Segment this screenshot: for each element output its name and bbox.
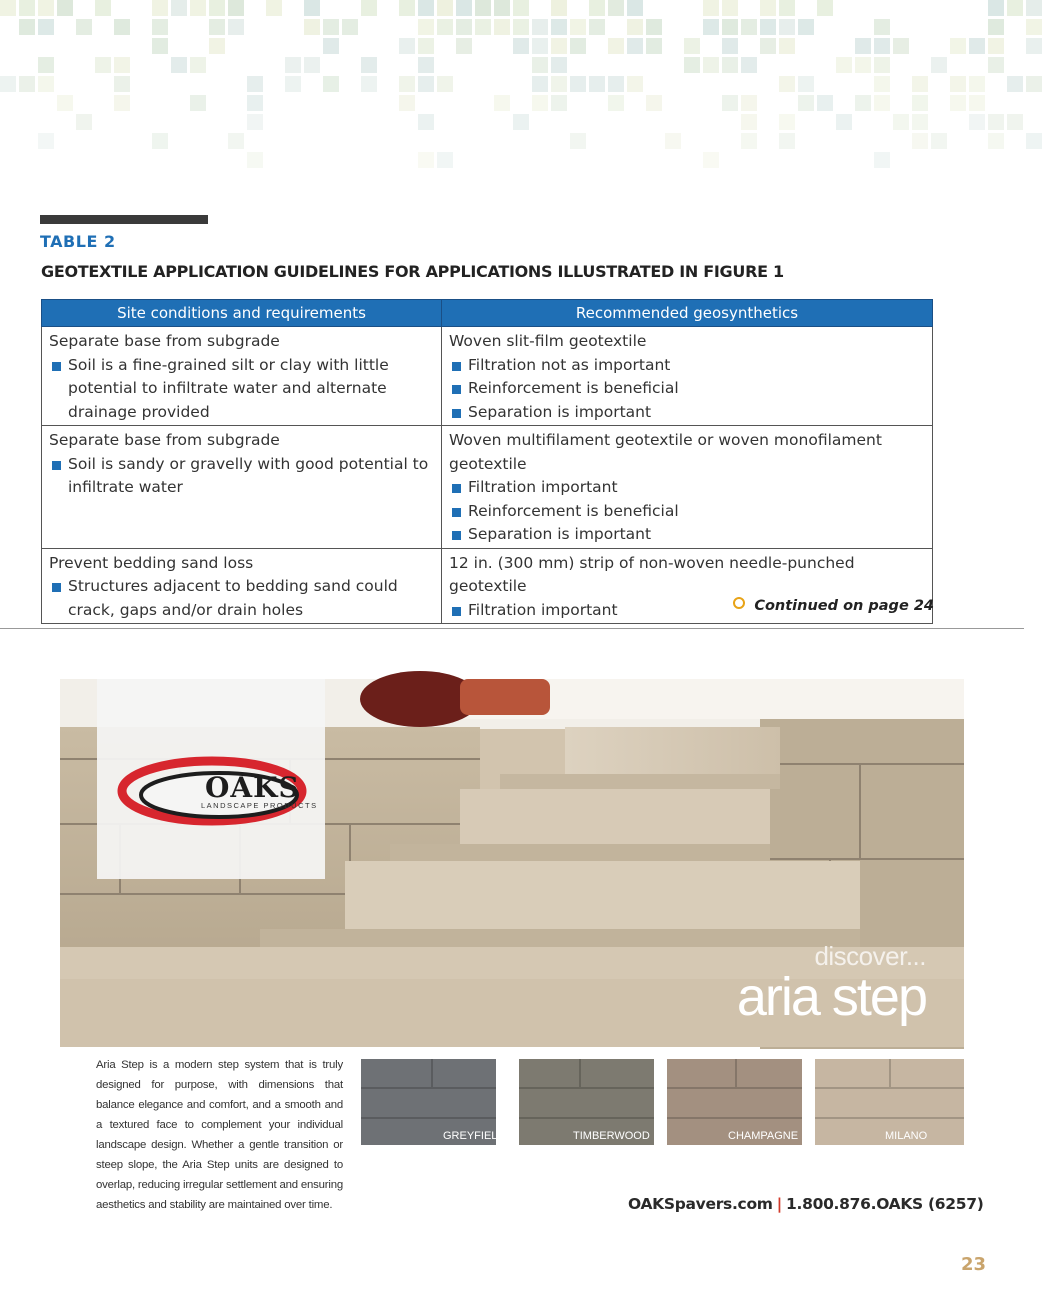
mosaic-tile xyxy=(266,0,282,16)
mosaic-tile xyxy=(323,76,339,92)
bullet-item: Filtration important xyxy=(449,476,925,500)
mosaic-tile xyxy=(646,19,662,35)
mosaic-tile xyxy=(399,76,415,92)
mosaic-tile xyxy=(456,0,472,16)
mosaic-tile xyxy=(76,114,92,130)
mosaic-tile xyxy=(513,19,529,35)
column-header-site-conditions: Site conditions and requirements xyxy=(42,300,442,327)
mosaic-tile xyxy=(38,0,54,16)
continued-note xyxy=(733,597,934,614)
mosaic-tile xyxy=(741,114,757,130)
ad-description: Aria Step is a modern step system that is truly designed for purpose, with dimensions that balance elegance and comfort, and a smooth and a textured face to complement your individual landscape design. Whether a gentle transition or steep slope, the Aria Step units are designed to overlap, reducing irregular settlement and ensuring aesthetics and stability are maintained over time. xyxy=(96,1059,343,1211)
mosaic-tile xyxy=(1026,19,1042,35)
table-header-row xyxy=(42,300,933,327)
swatch-label: MILANO xyxy=(885,1130,928,1142)
mosaic-tile xyxy=(418,57,434,73)
mosaic-tile xyxy=(722,19,738,35)
mosaic-tile xyxy=(418,152,434,168)
table-heading: GEOTEXTILE APPLICATION GUIDELINES FOR APPLICATIONS ILLUSTRATED IN FIGURE 1 xyxy=(41,262,784,281)
mosaic-tile xyxy=(399,38,415,54)
site-title: Separate base from subgrade xyxy=(49,332,280,350)
mosaic-tile xyxy=(456,38,472,54)
mosaic-tile xyxy=(247,95,263,111)
mosaic-tile xyxy=(0,76,16,92)
mosaic-tile xyxy=(361,76,377,92)
bullet-item: Soil is sandy or gravelly with good potential to infiltrate water xyxy=(49,453,434,500)
mosaic-tile xyxy=(817,95,833,111)
mosaic-tile xyxy=(418,38,434,54)
bullet-item: Reinforcement is beneficial xyxy=(449,377,925,401)
oaks-logo-subtitle: LANDSCAPE PRODUCTS xyxy=(201,801,318,810)
mosaic-tile xyxy=(494,19,510,35)
mosaic-tile xyxy=(551,57,567,73)
mosaic-tile xyxy=(703,152,719,168)
mosaic-tile xyxy=(665,133,681,149)
mosaic-tile xyxy=(741,19,757,35)
website-link[interactable]: OAKSpavers.com xyxy=(628,1195,773,1213)
mosaic-tile xyxy=(171,57,187,73)
mosaic-tile xyxy=(228,0,244,16)
site-cell xyxy=(42,426,442,549)
page-number: 23 xyxy=(960,1254,986,1275)
mosaic-tile xyxy=(722,95,738,111)
mosaic-tile xyxy=(437,152,453,168)
mosaic-tile xyxy=(323,19,339,35)
mosaic-tile xyxy=(418,19,434,35)
mosaic-tile xyxy=(152,19,168,35)
mosaic-tile xyxy=(342,19,358,35)
mosaic-tile xyxy=(741,95,757,111)
mosaic-tile xyxy=(893,114,909,130)
mosaic-tile xyxy=(456,19,472,35)
mosaic-tile xyxy=(969,38,985,54)
mosaic-tile xyxy=(646,38,662,54)
swatch-label: TIMBERWOOD xyxy=(573,1130,650,1142)
mosaic-tile xyxy=(551,76,567,92)
mosaic-tile xyxy=(627,19,643,35)
mosaic-tile xyxy=(608,76,624,92)
mosaic-tile xyxy=(874,95,890,111)
table-label: TABLE 2 xyxy=(40,232,116,251)
mosaic-tile xyxy=(874,152,890,168)
mosaic-tile xyxy=(950,76,966,92)
site-title: Separate base from subgrade xyxy=(49,431,280,449)
mosaic-tile xyxy=(19,76,35,92)
mosaic-tile xyxy=(950,95,966,111)
decorative-mosaic-header xyxy=(0,0,1024,175)
mosaic-tile xyxy=(494,0,510,16)
mosaic-tile xyxy=(1007,0,1023,16)
mosaic-tile xyxy=(437,19,453,35)
mosaic-tile xyxy=(912,76,928,92)
mosaic-tile xyxy=(57,0,73,16)
mosaic-tile xyxy=(874,76,890,92)
mosaic-tile xyxy=(798,76,814,92)
bullet-item: Filtration important xyxy=(449,599,925,623)
mosaic-tile xyxy=(779,114,795,130)
swatch-milano xyxy=(815,1059,964,1145)
mosaic-tile xyxy=(247,152,263,168)
mosaic-tile xyxy=(152,0,168,16)
recommendation-cell xyxy=(442,327,933,426)
mosaic-tile xyxy=(855,38,871,54)
mosaic-tile xyxy=(893,38,909,54)
mosaic-tile xyxy=(190,0,206,16)
circle-bullet-icon xyxy=(733,597,745,609)
swatch-label: GREYFIELD xyxy=(443,1130,506,1142)
mosaic-tile xyxy=(779,133,795,149)
mosaic-tile xyxy=(1007,114,1023,130)
mosaic-tile xyxy=(19,19,35,35)
bullet-item: Separation is important xyxy=(449,401,925,425)
mosaic-tile xyxy=(779,0,795,16)
mosaic-tile xyxy=(741,57,757,73)
mosaic-tile xyxy=(57,95,73,111)
site-title: Prevent bedding sand loss xyxy=(49,553,254,572)
swatch-greyfield xyxy=(361,1059,506,1145)
mosaic-tile xyxy=(418,0,434,16)
mosaic-tile xyxy=(228,19,244,35)
mosaic-tile xyxy=(950,38,966,54)
mosaic-tile xyxy=(912,95,928,111)
mosaic-tile xyxy=(19,0,35,16)
mosaic-tile xyxy=(570,19,586,35)
mosaic-tile xyxy=(95,0,111,16)
mosaic-tile xyxy=(760,0,776,16)
product-name: aria step xyxy=(736,967,926,1027)
mosaic-tile xyxy=(532,57,548,73)
mosaic-tile xyxy=(0,0,16,16)
bullet-item: Structures adjacent to bedding sand could crack, gaps and/or drain holes xyxy=(49,575,434,622)
mosaic-tile xyxy=(304,19,320,35)
mosaic-tile xyxy=(304,0,320,16)
mosaic-tile xyxy=(988,114,1004,130)
recommendation-cell xyxy=(442,426,933,549)
mosaic-tile xyxy=(931,133,947,149)
mosaic-tile xyxy=(798,19,814,35)
swatch-champagne xyxy=(667,1059,802,1145)
recommendation-title: Woven slit-film geotextile xyxy=(449,332,647,350)
aria-step-ad-photo xyxy=(60,679,964,1047)
bullet-item: Filtration not as important xyxy=(449,354,925,378)
mosaic-tile xyxy=(532,19,548,35)
table-row xyxy=(42,327,933,426)
mosaic-tile xyxy=(912,133,928,149)
mosaic-tile xyxy=(532,76,548,92)
table-row xyxy=(42,426,933,549)
mosaic-tile xyxy=(722,57,738,73)
mosaic-tile xyxy=(95,57,111,73)
swatch-label: CHAMPAGNE xyxy=(728,1130,799,1142)
mosaic-tile xyxy=(152,133,168,149)
mosaic-tile xyxy=(988,57,1004,73)
mosaic-tile xyxy=(931,57,947,73)
mosaic-tile xyxy=(532,95,548,111)
discover-text: discover... xyxy=(814,941,926,971)
mosaic-tile xyxy=(76,19,92,35)
mosaic-tile xyxy=(551,38,567,54)
mosaic-tile xyxy=(703,57,719,73)
mosaic-tile xyxy=(988,19,1004,35)
mosaic-tile xyxy=(399,95,415,111)
mosaic-tile xyxy=(874,19,890,35)
mosaic-tile xyxy=(361,0,377,16)
site-cell xyxy=(42,548,442,624)
mosaic-tile xyxy=(912,114,928,130)
mosaic-tile xyxy=(494,95,510,111)
bullet-item: Soil is a fine-grained silt or clay with little potential to infiltrate water and alternate drainage provided xyxy=(49,354,434,425)
mosaic-tile xyxy=(627,76,643,92)
mosaic-tile xyxy=(209,19,225,35)
mosaic-tile xyxy=(874,38,890,54)
mosaic-tile xyxy=(513,114,529,130)
mosaic-tile xyxy=(836,114,852,130)
contact-line xyxy=(628,1195,984,1213)
mosaic-tile xyxy=(608,0,624,16)
mosaic-tile xyxy=(684,38,700,54)
mosaic-tile xyxy=(513,0,529,16)
mosaic-tile xyxy=(171,0,187,16)
mosaic-tile xyxy=(969,76,985,92)
mosaic-tile xyxy=(779,38,795,54)
recommendation-title: Woven multifilament geotextile or woven monofilament geotextile xyxy=(449,431,882,473)
mosaic-tile xyxy=(247,76,263,92)
mosaic-tile xyxy=(114,57,130,73)
mosaic-tile xyxy=(722,0,738,16)
mosaic-tile xyxy=(1026,38,1042,54)
mosaic-tile xyxy=(703,0,719,16)
mosaic-tile xyxy=(437,0,453,16)
mosaic-tile xyxy=(684,57,700,73)
mosaic-tile xyxy=(570,76,586,92)
mosaic-tile xyxy=(247,114,263,130)
mosaic-tile xyxy=(627,0,643,16)
mosaic-tile xyxy=(855,95,871,111)
mosaic-tile xyxy=(190,57,206,73)
mosaic-tile xyxy=(190,95,206,111)
oaks-logo-text: OAKS xyxy=(205,771,300,804)
mosaic-tile xyxy=(532,38,548,54)
mosaic-tile xyxy=(570,133,586,149)
mosaic-tile xyxy=(1026,133,1042,149)
mosaic-tile xyxy=(551,19,567,35)
phone-number: 1.800.876.OAKS (6257) xyxy=(786,1195,984,1213)
mosaic-tile xyxy=(779,76,795,92)
mosaic-tile xyxy=(551,95,567,111)
mosaic-tile xyxy=(969,114,985,130)
mosaic-tile xyxy=(152,38,168,54)
mosaic-tile xyxy=(1026,0,1042,16)
mosaic-tile xyxy=(608,38,624,54)
mosaic-tile xyxy=(608,95,624,111)
mosaic-tile xyxy=(798,95,814,111)
recommendation-title: 12 in. (300 mm) strip of non-woven needle-punched geotextile xyxy=(449,553,855,595)
mosaic-tile xyxy=(589,19,605,35)
mosaic-tile xyxy=(988,38,1004,54)
mosaic-tile xyxy=(418,114,434,130)
mosaic-tile xyxy=(627,38,643,54)
mosaic-tile xyxy=(1007,76,1023,92)
bullet-item: Separation is important xyxy=(449,523,925,547)
mosaic-tile xyxy=(38,76,54,92)
section-divider xyxy=(0,628,1024,629)
mosaic-tile xyxy=(38,133,54,149)
mosaic-tile xyxy=(551,0,567,16)
mosaic-tile xyxy=(475,19,491,35)
mosaic-tile xyxy=(741,133,757,149)
mosaic-tile xyxy=(114,95,130,111)
mosaic-tile xyxy=(38,19,54,35)
mosaic-tile xyxy=(722,38,738,54)
mosaic-tile xyxy=(114,19,130,35)
mosaic-tile xyxy=(817,0,833,16)
mosaic-tile xyxy=(969,95,985,111)
mosaic-tile xyxy=(114,76,130,92)
mosaic-tile xyxy=(513,38,529,54)
mosaic-tile xyxy=(285,76,301,92)
mosaic-tile xyxy=(399,0,415,16)
mosaic-tile xyxy=(38,57,54,73)
geotextile-guidelines-table xyxy=(41,299,933,624)
mosaic-tile xyxy=(703,19,719,35)
contact-separator: | xyxy=(776,1195,783,1213)
mosaic-tile xyxy=(988,0,1004,16)
bullet-item: Reinforcement is beneficial xyxy=(449,500,925,524)
swatch-timberwood xyxy=(519,1059,654,1145)
column-header-recommended-geosynthetics: Recommended geosynthetics xyxy=(442,300,933,327)
mosaic-tile xyxy=(418,76,434,92)
mosaic-tile xyxy=(779,19,795,35)
mosaic-tile xyxy=(285,57,301,73)
mosaic-tile xyxy=(209,0,225,16)
mosaic-tile xyxy=(209,38,225,54)
mosaic-tile xyxy=(760,19,776,35)
mosaic-tile xyxy=(855,57,871,73)
mosaic-tile xyxy=(836,57,852,73)
mosaic-tile xyxy=(646,95,662,111)
table-title-bar xyxy=(40,215,208,224)
mosaic-tile xyxy=(760,38,776,54)
mosaic-tile xyxy=(304,57,320,73)
continued-text: Continued on page 24 xyxy=(754,598,934,614)
mosaic-tile xyxy=(361,57,377,73)
mosaic-tile xyxy=(475,0,491,16)
mosaic-tile xyxy=(1026,76,1042,92)
mosaic-tile xyxy=(437,76,453,92)
oaks-logo-panel xyxy=(97,679,325,879)
mosaic-tile xyxy=(570,38,586,54)
mosaic-tile xyxy=(589,76,605,92)
mosaic-tile xyxy=(228,133,244,149)
mosaic-tile xyxy=(323,38,339,54)
mosaic-tile xyxy=(874,57,890,73)
mosaic-tile xyxy=(988,133,1004,149)
mosaic-tile xyxy=(589,0,605,16)
site-cell xyxy=(42,327,442,426)
